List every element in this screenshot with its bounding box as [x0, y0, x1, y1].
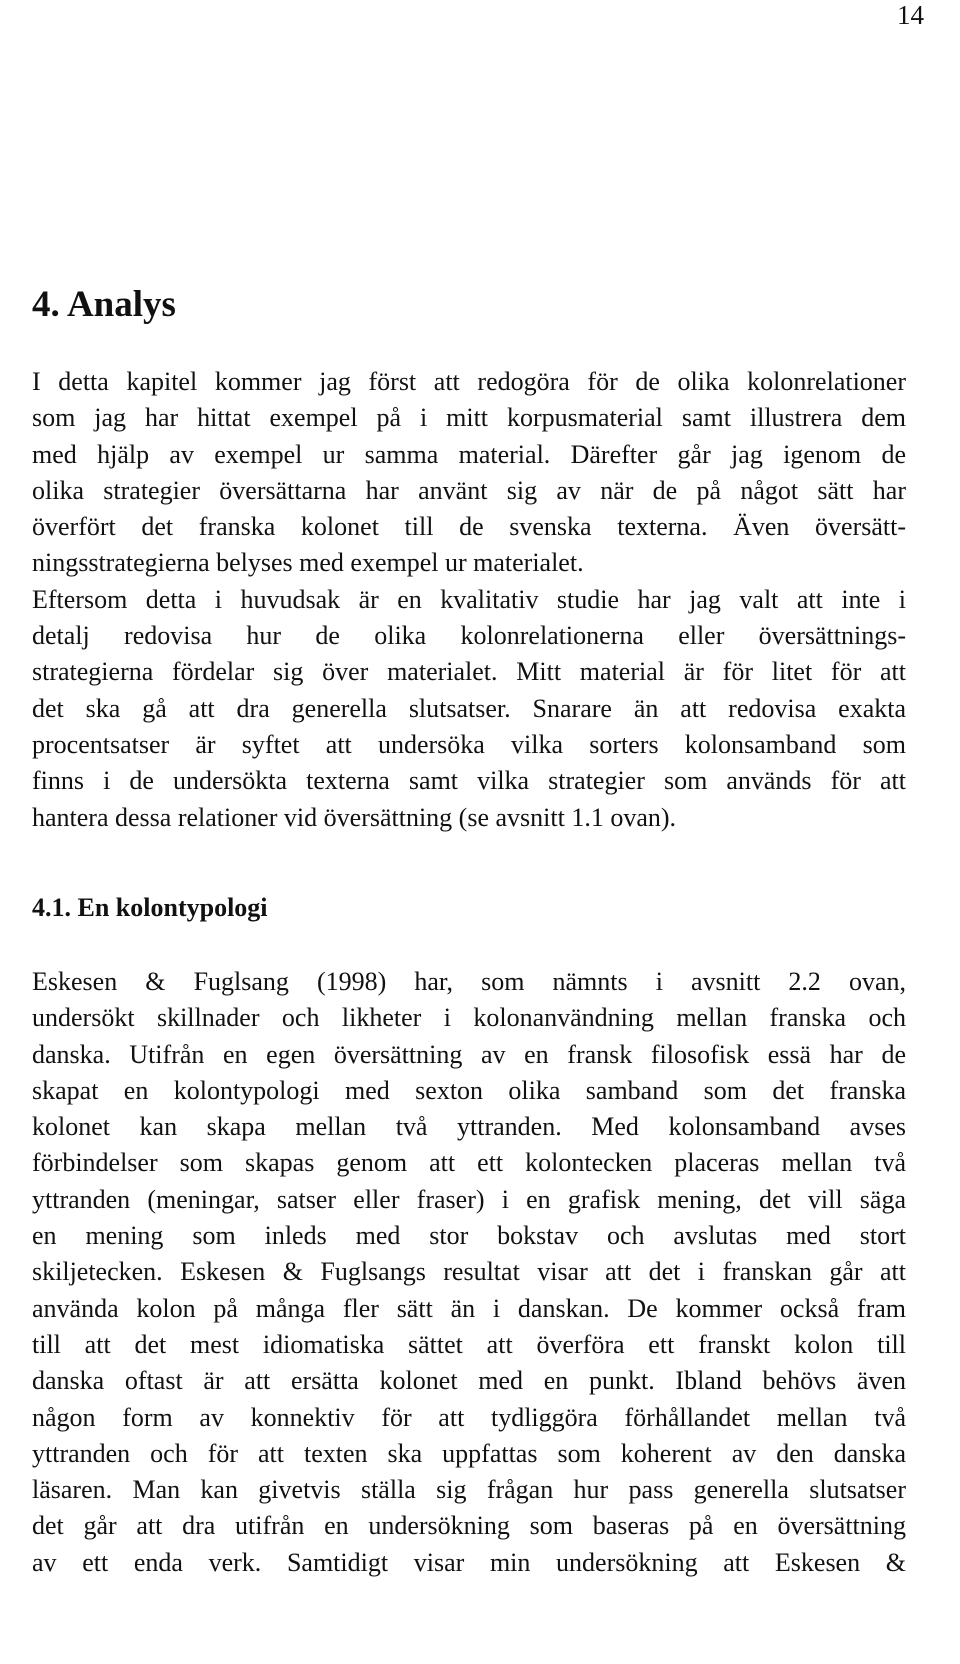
paragraph-typology	[32, 964, 906, 1581]
text-line: finns i de undersökta texterna samt vilka strategier som används för att	[32, 766, 906, 796]
text-line: läsaren. Man kan givetvis ställa sig frågan hur pass generella slutsatser	[32, 1475, 906, 1505]
text-line: det går att dra utifrån en undersökning som baseras på en översättning	[32, 1511, 906, 1541]
text-line: en mening som inleds med stor bokstav och avslutas med stort	[32, 1221, 906, 1251]
section-heading: 4.1. En kolontypologi	[32, 893, 268, 922]
text-line: Eftersom detta i huvudsak är en kvalitativ studie har jag valt att inte i	[32, 584, 906, 614]
text-line: ningsstrategierna belyses med exempel ur materialet.	[32, 548, 584, 578]
text-line: hantera dessa relationer vid översättning (se avsnitt 1.1 ovan).	[32, 802, 677, 832]
text-line: undersökt skillnader och likheter i kolonanvändning mellan franska och	[32, 1003, 906, 1033]
text-line: det ska gå att dra generella slutsatser. Snarare än att redovisa exakta	[32, 693, 906, 723]
chapter-heading: 4. Analys	[32, 284, 176, 325]
text-line: använda kolon på många fler sätt än i danskan. De kommer också fram	[32, 1293, 906, 1323]
text-line: förbindelser som skapas genom att ett kolontecken placeras mellan två	[32, 1148, 906, 1178]
text-line: olika strategier översättarna har använt sig av när de på något sätt har	[32, 475, 906, 505]
text-line: strategierna fördelar sig över materialet. Mitt material är för litet för att	[32, 657, 906, 687]
text-line: yttranden (meningar, satser eller fraser) i en grafisk mening, det vill säga	[32, 1184, 906, 1214]
text-line: med hjälp av exempel ur samma material. Därefter går jag igenom de	[32, 439, 906, 469]
text-line: I detta kapitel kommer jag först att redogöra för de olika kolonrelationer	[32, 367, 906, 396]
text-line: Eskesen & Fuglsang (1998) har, som nämnts i avsnitt 2.2 ovan,	[32, 967, 906, 996]
page-number: 14	[897, 0, 924, 30]
text-line: av ett enda verk. Samtidigt visar min undersökning att Eskesen &	[32, 1547, 906, 1577]
text-line: danska. Utifrån en egen översättning av en fransk filosofisk essä har de	[32, 1039, 906, 1069]
text-line: som jag har hittat exempel på i mitt korpusmaterial samt illustrera dem	[32, 403, 906, 433]
text-line: skiljetecken. Eskesen & Fuglsangs resultat visar att det i franskan går att	[32, 1257, 906, 1287]
text-line: kolonet kan skapa mellan två yttranden. Med kolonsamband avses	[32, 1112, 906, 1142]
paragraph-intro	[32, 364, 906, 836]
text-line: överfört det franska kolonet till de svenska texterna. Även översätt-	[32, 512, 906, 542]
text-line: procentsatser är syftet att undersöka vilka sorters kolonsamband som	[32, 729, 906, 759]
text-line: yttranden och för att texten ska uppfattas som koherent av den danska	[32, 1438, 906, 1468]
text-line: skapat en kolontypologi med sexton olika samband som det franska	[32, 1075, 906, 1105]
text-line: någon form av konnektiv för att tydliggöra förhållandet mellan två	[32, 1402, 906, 1432]
text-line: danska oftast är att ersätta kolonet med en punkt. Ibland behövs även	[32, 1366, 906, 1396]
text-line: detalj redovisa hur de olika kolonrelationerna eller översättnings-	[32, 621, 906, 651]
text-line: till att det mest idiomatiska sättet att överföra ett franskt kolon till	[32, 1329, 906, 1359]
